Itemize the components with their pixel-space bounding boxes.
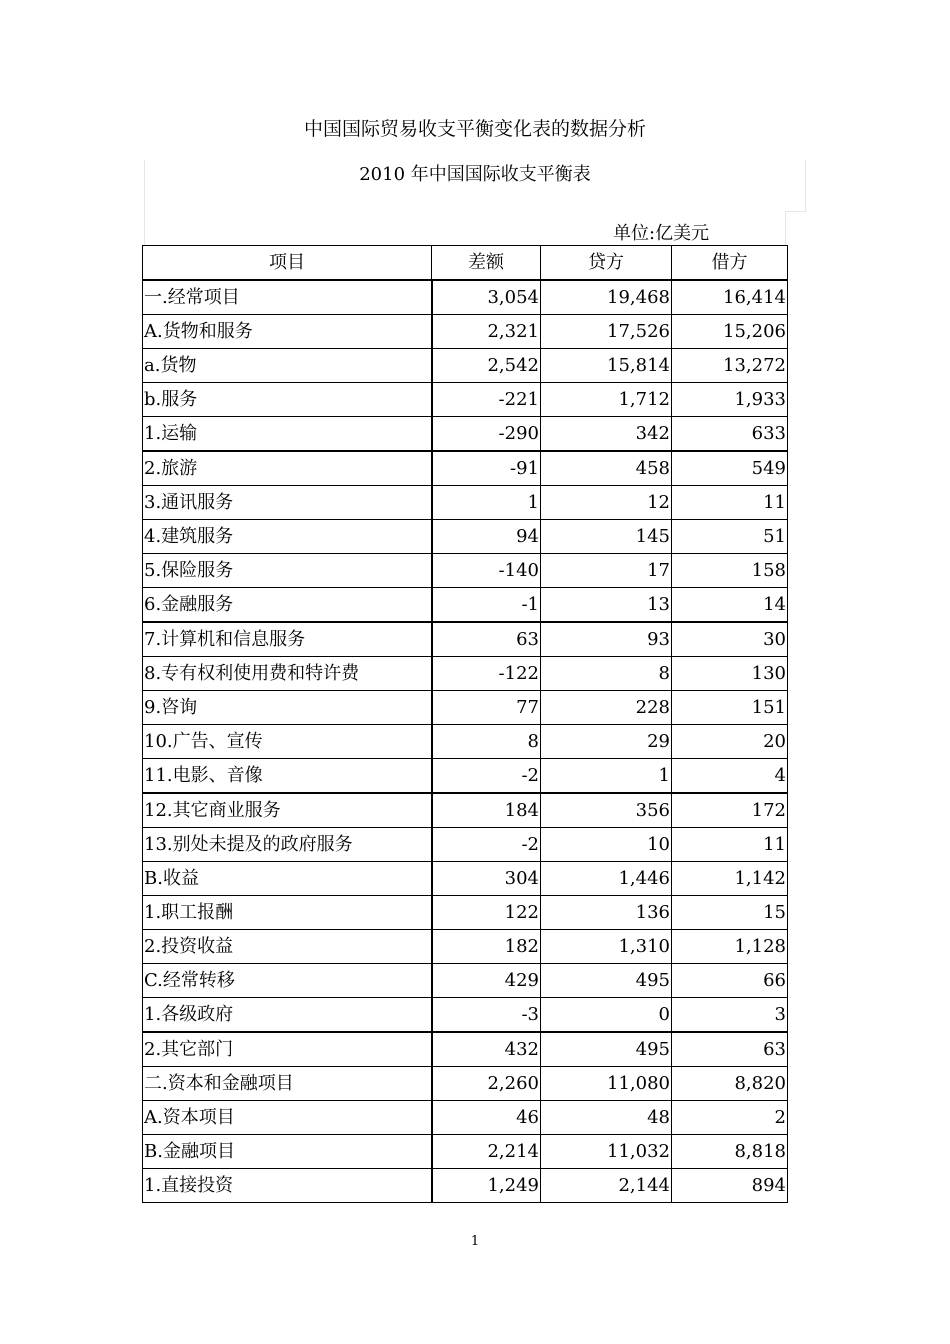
row-debit: 549: [672, 451, 788, 486]
header-balance: 差额: [432, 246, 541, 281]
row-balance: 1,249: [432, 1169, 541, 1203]
row-debit: 1,933: [672, 383, 788, 417]
row-debit: 13,272: [672, 349, 788, 383]
row-credit: 8: [541, 657, 672, 691]
row-debit: 14: [672, 588, 788, 623]
row-balance: 8: [432, 725, 541, 759]
table-row: [143, 828, 788, 862]
table-row: [143, 759, 788, 794]
row-item: 13.别处未提及的政府服务: [143, 828, 432, 862]
row-credit: 495: [541, 1032, 672, 1067]
row-balance: -2: [432, 759, 541, 794]
row-credit: 145: [541, 520, 672, 554]
row-debit: 1,142: [672, 862, 788, 896]
unit-label: 单位:亿美元: [613, 223, 710, 244]
row-debit: 2: [672, 1101, 788, 1135]
header-row: [143, 246, 788, 281]
row-balance: 3,054: [432, 280, 541, 315]
table-row: [143, 657, 788, 691]
row-item: 二.资本和金融项目: [143, 1067, 432, 1101]
row-debit: 158: [672, 554, 788, 588]
row-balance: -91: [432, 451, 541, 486]
row-debit: 20: [672, 725, 788, 759]
frame-line-mid: [785, 211, 806, 212]
table-row: [143, 896, 788, 930]
row-balance: 77: [432, 691, 541, 725]
table-row: [143, 964, 788, 998]
row-balance: 46: [432, 1101, 541, 1135]
row-credit: 228: [541, 691, 672, 725]
row-credit: 13: [541, 588, 672, 623]
row-item: 一.经常项目: [143, 280, 432, 315]
row-item: 8.专有权利使用费和特许费: [143, 657, 432, 691]
row-item: 2.旅游: [143, 451, 432, 486]
table-row: [143, 280, 788, 315]
header-item: 项目: [143, 246, 432, 281]
row-credit: 0: [541, 998, 672, 1033]
table-row: [143, 1101, 788, 1135]
row-credit: 342: [541, 417, 672, 452]
row-debit: 30: [672, 622, 788, 657]
row-debit: 633: [672, 417, 788, 452]
row-debit: 11: [672, 486, 788, 520]
document-title: 中国国际贸易收支平衡变化表的数据分析: [303, 118, 646, 140]
row-credit: 10: [541, 828, 672, 862]
row-balance: -3: [432, 998, 541, 1033]
row-balance: 2,260: [432, 1067, 541, 1101]
table-row: [143, 1032, 788, 1067]
header-debit: 借方: [672, 246, 788, 281]
row-item: 5.保险服务: [143, 554, 432, 588]
row-credit: 19,468: [541, 280, 672, 315]
row-balance: -122: [432, 657, 541, 691]
row-debit: 4: [672, 759, 788, 794]
row-debit: 8,820: [672, 1067, 788, 1101]
row-item: 1.职工报酬: [143, 896, 432, 930]
table-body: [143, 280, 788, 1203]
row-item: 12.其它商业服务: [143, 793, 432, 828]
row-credit: 17,526: [541, 315, 672, 349]
row-credit: 29: [541, 725, 672, 759]
table-row: [143, 349, 788, 383]
row-item: 1.直接投资: [143, 1169, 432, 1203]
row-item: 2.投资收益: [143, 930, 432, 964]
row-debit: 130: [672, 657, 788, 691]
row-balance: 182: [432, 930, 541, 964]
table-row: [143, 622, 788, 657]
row-item: C.经常转移: [143, 964, 432, 998]
row-balance: -1: [432, 588, 541, 623]
row-item: B.金融项目: [143, 1135, 432, 1169]
table-row: [143, 520, 788, 554]
row-credit: 11,080: [541, 1067, 672, 1101]
row-balance: -140: [432, 554, 541, 588]
row-debit: 66: [672, 964, 788, 998]
row-debit: 8,818: [672, 1135, 788, 1169]
row-credit: 93: [541, 622, 672, 657]
row-credit: 458: [541, 451, 672, 486]
row-debit: 1,128: [672, 930, 788, 964]
row-item: 11.电影、音像: [143, 759, 432, 794]
row-credit: 1,310: [541, 930, 672, 964]
row-balance: 304: [432, 862, 541, 896]
row-item: A.货物和服务: [143, 315, 432, 349]
row-balance: -290: [432, 417, 541, 452]
row-debit: 15,206: [672, 315, 788, 349]
row-credit: 12: [541, 486, 672, 520]
row-credit: 1,446: [541, 862, 672, 896]
header-credit: 贷方: [541, 246, 672, 281]
row-credit: 1: [541, 759, 672, 794]
row-item: a.货物: [143, 349, 432, 383]
row-credit: 2,144: [541, 1169, 672, 1203]
row-credit: 48: [541, 1101, 672, 1135]
row-credit: 136: [541, 896, 672, 930]
row-item: A.资本项目: [143, 1101, 432, 1135]
row-balance: -221: [432, 383, 541, 417]
table-row: [143, 998, 788, 1033]
row-balance: 184: [432, 793, 541, 828]
row-credit: 495: [541, 964, 672, 998]
table-row: [143, 1169, 788, 1203]
row-item: 1.运输: [143, 417, 432, 452]
table-row: [143, 691, 788, 725]
table-row: [143, 930, 788, 964]
row-debit: 51: [672, 520, 788, 554]
row-debit: 172: [672, 793, 788, 828]
row-debit: 3: [672, 998, 788, 1033]
row-credit: 356: [541, 793, 672, 828]
row-debit: 63: [672, 1032, 788, 1067]
row-debit: 15: [672, 896, 788, 930]
row-debit: 894: [672, 1169, 788, 1203]
table-row: [143, 451, 788, 486]
row-credit: 1,712: [541, 383, 672, 417]
table-row: [143, 588, 788, 623]
frame-line-right-lower: [785, 211, 786, 245]
table-row: [143, 1067, 788, 1101]
row-item: B.收益: [143, 862, 432, 896]
row-item: 7.计算机和信息服务: [143, 622, 432, 657]
row-balance: -2: [432, 828, 541, 862]
row-item: 4.建筑服务: [143, 520, 432, 554]
row-item: 1.各级政府: [143, 998, 432, 1033]
row-item: b.服务: [143, 383, 432, 417]
row-debit: 11: [672, 828, 788, 862]
row-item: 2.其它部门: [143, 1032, 432, 1067]
table-row: [143, 383, 788, 417]
table-row: [143, 315, 788, 349]
row-balance: 2,214: [432, 1135, 541, 1169]
row-balance: 94: [432, 520, 541, 554]
balance-of-payments-table: [142, 245, 788, 1203]
row-balance: 1: [432, 486, 541, 520]
row-item: 10.广告、宣传: [143, 725, 432, 759]
row-item: 9.咨询: [143, 691, 432, 725]
table-row: [143, 554, 788, 588]
table-title: 2010 年中国国际收支平衡表: [359, 164, 591, 185]
row-item: 6.金融服务: [143, 588, 432, 623]
table-row: [143, 1135, 788, 1169]
table-row: [143, 862, 788, 896]
page-number: 1: [470, 1234, 480, 1249]
row-balance: 63: [432, 622, 541, 657]
row-balance: 432: [432, 1032, 541, 1067]
table-row: [143, 725, 788, 759]
table-row: [143, 417, 788, 452]
row-balance: 2,321: [432, 315, 541, 349]
table-row: [143, 486, 788, 520]
row-credit: 11,032: [541, 1135, 672, 1169]
row-balance: 429: [432, 964, 541, 998]
row-balance: 122: [432, 896, 541, 930]
row-debit: 16,414: [672, 280, 788, 315]
table-row: [143, 793, 788, 828]
row-credit: 17: [541, 554, 672, 588]
row-balance: 2,542: [432, 349, 541, 383]
row-item: 3.通讯服务: [143, 486, 432, 520]
row-credit: 15,814: [541, 349, 672, 383]
row-debit: 151: [672, 691, 788, 725]
